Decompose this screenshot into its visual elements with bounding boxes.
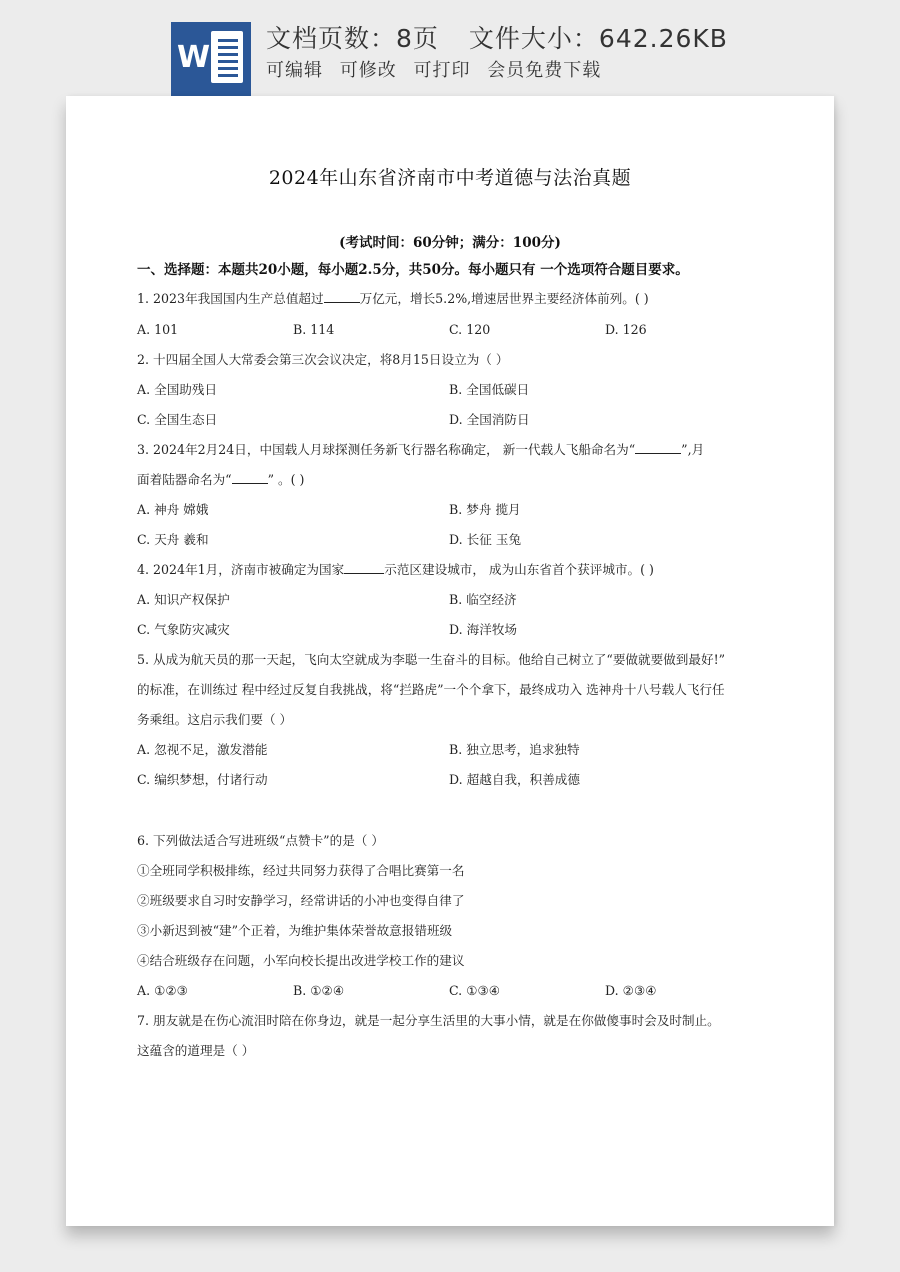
q1-option-b: B. 114 [293,322,335,337]
question-4-stem-start: 4. 2024年1月，济南市被确定为国家 [137,562,345,577]
q2-option-d: D. 全国消防日 [449,412,530,427]
q3-option-b: B. 梦舟 揽月 [449,502,521,517]
q6-option-b: B. ①②④ [293,983,345,998]
q6-statement-2: ②班级要求自习时安静学习，经常讲话的小冲也变得自律了 [137,893,465,908]
question-3-stem-mid: ”,月 [681,442,705,457]
question-3-stem-end: ” 。( ) [267,472,305,487]
exam-info: (考试时间：60分钟；满分：100分) [339,235,561,251]
word-document-icon [171,22,251,96]
q5-option-b: B. 独立思考，追求独特 [449,742,580,757]
q1-option-d: D. 126 [605,322,647,337]
q4-option-c: C. 气象防灾减灾 [137,622,230,637]
q1-option-c: C. 120 [449,322,491,337]
q6-statement-3: ③小新迟到被“建”个正着，为维护集体荣誉故意报错班级 [137,923,453,938]
question-5-line-2: 的标准，在训练过 程中经过反复自我挑战，将“拦路虎”一个个拿下，最终成功入 选神舟十八号载人飞行任 [137,682,725,697]
q4-option-b: B. 临空经济 [449,592,517,607]
answer-blank [635,441,681,454]
question-3-line-1 [137,441,704,459]
question-1-stem-end: 万亿元，增长5.2%,增速居世界主要经济体前列。( ) [359,291,649,306]
q6-option-c: C. ①③④ [449,983,501,998]
q3-option-a: A. 神舟 嫦娥 [137,502,209,517]
feature-list [266,56,611,82]
answer-blank [324,290,360,303]
answer-blank [232,471,268,484]
question-3-stem-cont: 面着陆器命名为“ [137,472,232,487]
file-size: 文件大小：642.26KB [468,24,728,53]
file-info [266,19,728,55]
question-1-stem-start: 1. 2023年我国国内生产总值超过 [137,291,324,306]
q6-option-d: D. ②③④ [605,983,657,998]
question-5-line-1: 5. 从成为航天员的那一天起，飞向太空就成为李聪一生奋斗的目标。他给自己树立了“要做就要做到最好!” [137,652,726,667]
page-count: 文档页数：8页 [266,24,439,53]
feature-printable: 可打印 [413,60,471,81]
word-logo-letter: W [177,40,211,75]
q4-option-a: A. 知识产权保护 [137,592,230,607]
q5-option-a: A. 忽视不足，激发潜能 [137,742,268,757]
q6-option-a: A. ①②③ [137,983,188,998]
q1-option-a: A. 101 [137,322,179,337]
question-7-line-1: 7. 朋友就是在伤心流泪时陪在你身边，就是一起分享生活里的大事小情，就是在你做傻事时会及时制止。 [137,1013,720,1028]
document-page [66,96,834,1226]
q3-option-d: D. 长征 玉兔 [449,532,522,547]
question-2: 2. 十四届全国人大常委会第三次会议决定，将8月15日设立为（ ） [137,352,509,367]
q5-option-d: D. 超越自我，积善成德 [449,772,580,787]
q2-option-c: C. 全国生态日 [137,412,218,427]
feature-modifiable: 可修改 [339,60,397,81]
q2-option-a: A. 全国助残日 [137,382,218,397]
feature-editable: 可编辑 [266,60,323,81]
answer-blank [344,561,384,574]
question-3-line-2 [137,471,304,489]
q5-option-c: C. 编织梦想，付诸行动 [137,772,268,787]
question-5-line-3: 务乘组。这启示我们要（ ） [137,712,293,727]
question-6: 6. 下列做法适合写进班级“点赞卡”的是（ ） [137,833,384,848]
q2-option-b: B. 全国低碳日 [449,382,530,397]
question-7-line-2: 这蕴含的道理是（ ） [137,1043,255,1058]
question-1 [137,290,649,308]
q4-option-d: D. 海洋牧场 [449,622,518,637]
question-4-stem-end: 示范区建设城市， 成为山东省首个获评城市。( ) [384,562,654,577]
feature-member-download: 会员免费下载 [487,60,602,81]
download-banner [0,0,900,96]
question-4 [137,561,654,579]
q6-statement-1: ①全班同学积极排练，经过共同努力获得了合唱比赛第一名 [137,863,465,878]
question-3-stem-start: 3. 2024年2月24日，中国载人月球探测任务新飞行器名称确定， 新一代载人飞船命名为“ [137,442,636,457]
q6-statement-4: ④结合班级存在问题，小军向校长提出改进学校工作的建议 [137,953,465,968]
page-title: 2024年山东省济南市中考道德与法治真题 [268,167,632,189]
section-heading: 一、选择题：本题共20小题，每小题2.5分，共50分。每小题只有 一个选项符合题目要求。 [137,262,689,278]
q3-option-c: C. 天舟 羲和 [137,532,209,547]
